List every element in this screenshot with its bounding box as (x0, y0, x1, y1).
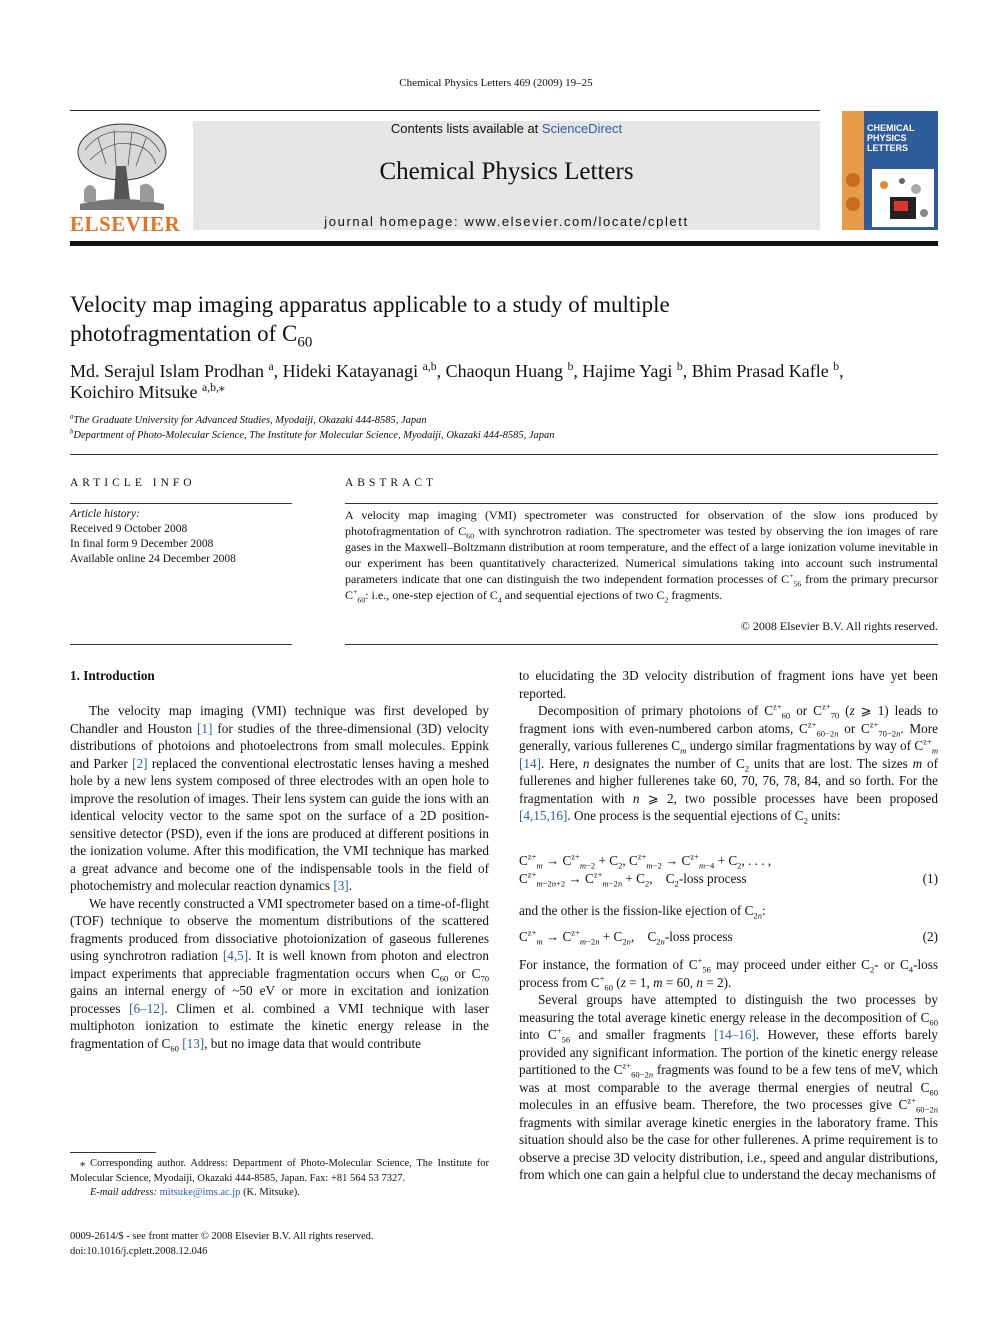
abstract-rule (345, 503, 938, 504)
paragraph: We have recently constructed a VMI spectrometer based on a time-of-flight (TOF) technique to observe the momentum distributions of the scattered fragments produced from dissociative photoionization of gaseous fullerenes using synchrotron radiation [4,5]. It is well known from photon and electron impact experiments that appreciable fragmentation occurs when $C_{60}$ or $C_{70}$ gains an internal energy of ~50 eV or more in excitation and ionization processes [6–12]. Climen et al. combined a VMI technique with laser multiphoton ionization to estimate the kinetic energy release in the fragmentation of $C_{60}$ [13], but no image data that would contribute (70, 895, 490, 1054)
email-link[interactable]: mitsuke@ims.ac.jp (159, 1187, 241, 1198)
author-name[interactable]: Koichiro Mitsuke (70, 382, 198, 402)
affiliation-rule (70, 454, 938, 455)
contents-prefix: Contents lists available at (390, 121, 539, 136)
article-info-bottom-rule (70, 644, 292, 645)
paragraph: Decomposition of primary photoions of $C^{z+}_{60}$ or $C^{z+}_{70}$ (z ⩾ 1) leads to fragment ions with even-numbered carbon atoms, $C^{z+}_{60-2n}$ or $C^{z+}_{70-2n}$. More generally, various fullerenes $C_m$ undergo similar fragmentations by way of $C^{z+}_m$ [14]. Here, n designates the number of $C_2$ units that are lost. The sizes m of fullerenes and higher fullerenes take 60, 70, 76, 78, 84, and so forth. For the fragmentation with n ⩾ 2, two possible processes have been proposed [4,15,16]. One process is the sequential ejections of $C_2$ units: (519, 701, 939, 826)
article-info-rule (70, 503, 292, 504)
citation-link[interactable]: [14] (519, 755, 541, 771)
journal-cover (842, 111, 938, 230)
elsevier-wordmark: ELSEVIER (70, 212, 181, 236)
citation-link[interactable]: [2] (132, 755, 148, 771)
author-name[interactable]: Chaoqun Huang (445, 361, 564, 381)
footnote-rule (70, 1152, 156, 1153)
citation-link[interactable]: [3] (333, 878, 349, 893)
cover-dot (846, 197, 860, 211)
equation-2: $C^{z+}_m \to C^{z+}_{m-2n} + C_{2n}$, $C_{2n}$-loss process (2) (519, 927, 938, 947)
contents-line (193, 121, 820, 136)
header-rule (70, 110, 820, 111)
citation-link[interactable]: [1] (197, 720, 213, 736)
paragraph: Several groups have attempted to distinguish the two processes by measuring the total average kinetic energy release in the decomposition of $C_{60}$ into $C^+_{56}$ and smaller fragments [14–16]. However, these efforts barely provided any significant information. The portion of the kinetic energy release partitioned to the $C^{z+}_{60-2n}$ fragments was found to be a few tens of meV, which was at most comparable to the average thermal energies of neutral $C_{60}$ molecules in an effusive beam. Therefore, the two processes give $C^{z+}_{60-2n}$ fragments with similar average kinetic energies in the laboratory frame. This situation should also be the case for other fullerenes. A prime requirement is to observe a precise 3D velocity distribution, i.e., speed and angular distributions, from which one can gain a helpful clue to understand the decay mechanisms of (519, 992, 939, 1182)
abstract-text: A velocity map imaging (VMI) spectrometer was constructed for observation of the slow ions produced by photofragmentation of $C_{60}$ with synchrotron radiation. The spectrometer was tested by observing the ion images of rare gases in the Maxwell–Boltzmann distribution at room temperature, and the effect of a large ionization volume inevitable in our experiment has been quantitatively characterized. Numerical simulations taking into account such instrumental parameters indicate that one can distinguish the two independent formation processes of $C^+_{56}$ from the primary precursor $C^+_{60}$: i.e., one-step ejection of $C_4$ and sequential ejections of two $C_2$ fragments. (345, 508, 938, 605)
front-matter-footnote: 0009-2614/$ - see front matter © 2008 Elsevier B.V. All rights reserved. doi:10.1016/j.cplett.2008.12.046 (70, 1230, 489, 1259)
paragraph: and the other is the fission-like ejection of $C_{2n}$: (519, 903, 766, 921)
corresponding-footnote: ⁎ Corresponding author. Address: Department of Photo-Molecular Science, The Institute for Molecular Science, Myodaiji, Okazaki 444-8585, Japan. Fax: +81 564 53 7327. E-mail address: mitsuke@ims.ac.jp (K. Mitsuke). (70, 1158, 490, 1198)
journal-name: Chemical Physics Letters (379, 158, 634, 185)
cover-illustration (872, 169, 934, 227)
elsevier-tree-logo (70, 120, 172, 212)
paragraph: The velocity map imaging (VMI) technique was first developed by Chandler and Houston [1] for studies of the three-dimensional (3D) velocity distributions of photoions and photoelectrons from small molecules. Eppink and Parker [2] replaced the conventional electrostatic lenses having a meshed hole by a new lens system composed of three electrodes with an open hole to improve the resolution of images. Their lens system can guide the ions with an identical velocity vector to the same spot on the surface of a 2D position-sensitive detector (PSD), even if the ions are produced at different positions in the ionization volume. After this modification, the VMI technique has marked a great advance and become one of the indispensable tools in the field of photochemistry and molecular reaction dynamics [3]. (70, 703, 489, 893)
article-info-heading: ARTICLE INFO (70, 477, 196, 489)
equation-1: $C^{z+}_m \to C^{z+}_{m-2} + C_2$, $C^{z+}_{m-2} \to C^{z+}_{m-4} + C_2$, . . . , $C^{z+}_{m-2n+2} \to C^{z+}_{m-2n} + C_2$, $C_2$-loss process (1) (519, 851, 938, 889)
doi[interactable]: doi:10.1016/j.cplett.2008.12.046 (70, 1245, 208, 1257)
journal-citation: Chemical Physics Letters 469 (2009) 19–25 (399, 77, 593, 89)
author-line-1: Md. Serajul Islam Prodhan $^a$, Hideki Katayanagi $^{a,b}$, Chaoqun Huang $^b$, Hajime Yagi $^b$, Bhim Prasad Kafle $^b$, (70, 360, 844, 381)
right-column-body (519, 667, 938, 825)
equation-label: (1) (922, 870, 938, 886)
abstract-bottom-rule (345, 644, 938, 645)
citation-link[interactable]: [14–16] (714, 1027, 756, 1042)
author-name[interactable]: Md. Serajul Islam Prodhan (70, 361, 264, 381)
citation-link[interactable]: [4,5] (222, 948, 249, 963)
title-line-1: Velocity map imaging apparatus applicable to a study of multiple (70, 292, 670, 317)
author-name[interactable]: Hideki Katayanagi (282, 361, 419, 381)
citation-link[interactable]: [13] (182, 1035, 205, 1051)
article-history: Article history: Received 9 October 2008 In final form 9 December 2008 Available online 24 December 2008 (70, 508, 236, 565)
sciencedirect-link[interactable]: ScienceDirect (541, 121, 623, 136)
paragraph: For instance, the formation of $C^+_{56}$ may proceed under either $C_2-$ or $C_4$-loss process from $C^+_{60}$ (z = 1, m = 60, n = 2). (519, 955, 938, 993)
paper-title (70, 290, 890, 351)
copyright-line: © 2008 Elsevier B.V. All rights reserved. (740, 619, 938, 633)
cover-title: CHEMICAL PHYSICS LETTERS (867, 123, 915, 153)
author-line-2: Koichiro Mitsuke $^{a,b,⁎}$ (70, 381, 225, 402)
section-heading: 1. Introduction (70, 668, 155, 683)
left-column-body (70, 702, 489, 1052)
affiliation-a: $^a$The Graduate University for Advanced Studies, Myodaiji, Okazaki 444-8585, Japan (70, 413, 427, 426)
citation-link[interactable]: [4,15,16] (519, 808, 568, 823)
paragraph: to elucidating the 3D velocity distribution of fragment ions have yet been reported. (519, 668, 938, 701)
abstract-heading: ABSTRACT (345, 477, 438, 489)
right-column-continued (519, 956, 938, 1184)
equation-label: (2) (922, 929, 938, 944)
cover-stripe (842, 111, 864, 230)
header-thick-rule (70, 241, 938, 246)
journal-homepage[interactable]: journal homepage: www.elsevier.com/locate/cplett (324, 214, 689, 229)
author-name[interactable]: Hajime Yagi (582, 361, 673, 381)
affiliation-b: $^b$Department of Photo-Molecular Science, The Institute for Molecular Science, Myodaiji, Okazaki 444-8585, Japan (70, 428, 555, 441)
cover-dot (846, 173, 860, 187)
citation-link[interactable]: [6–12] (129, 1000, 165, 1016)
author-list (70, 361, 940, 403)
author-name[interactable]: Bhim Prasad Kafle (691, 361, 829, 381)
title-line-2: photofragmentation of $C_{60}$ (70, 321, 313, 351)
